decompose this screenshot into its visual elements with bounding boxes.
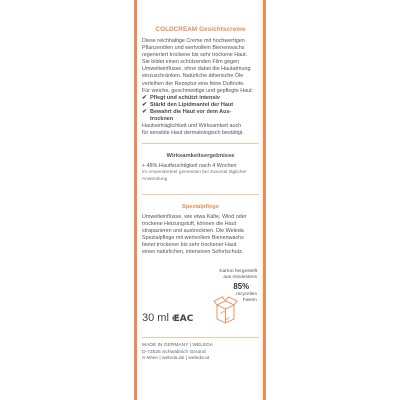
product-title: COLDCREAM Gesichtscreme <box>155 26 246 33</box>
tolerance-note-line: Hautverträglichkeit und Wirksamkeit auch <box>142 123 242 130</box>
right-edge-stripe <box>263 0 266 400</box>
recycling-line: aus mindestens <box>223 275 257 281</box>
recycling-text <box>205 269 257 281</box>
divider <box>142 143 259 144</box>
benefit-item <box>142 95 259 102</box>
check-icon: ✔ <box>142 108 148 115</box>
description-line: Pflanzenölen und wertvollem Bienenwachs <box>142 45 245 52</box>
special-care-line: Umwelteinflüsse, wie etwa Kälte, Wind oder <box>142 213 247 220</box>
special-care-line: bietet trockener bis sehr trockener Haut <box>142 242 237 249</box>
recycling-line: Fasern <box>242 296 257 302</box>
benefit-text: Pflegt und schützt intensiv <box>150 94 220 101</box>
eac-mark-icon <box>173 311 194 325</box>
results-title: Wirksamkeitsergebnisse <box>166 153 235 160</box>
results-note: im Anwendertest gemessen bei zweimal täglicher <box>142 170 247 176</box>
special-care-section <box>142 201 259 262</box>
description-line: verleihen der Rezeptur eine feine Duftnote. <box>142 80 245 87</box>
benefit-text-continued: trocknen <box>150 116 174 123</box>
check-icon: ✔ <box>142 94 148 101</box>
special-care-line: trockene Heizungsluft, können die Haut <box>142 220 237 227</box>
recycling-percent: 85% <box>233 282 249 292</box>
results-section <box>142 150 259 188</box>
footer-line: MADE IN GERMANY | WELEDA <box>142 343 214 349</box>
benefit-item <box>142 109 259 123</box>
tolerance-note-line: für sensible Haut dermatologisch bestätigt. <box>142 130 244 137</box>
benefit-text: Bewahrt die Haut vor dem Aus- <box>150 108 232 115</box>
description <box>142 38 259 95</box>
recycling-line: recycelten <box>236 291 257 297</box>
packaging-info-row <box>142 269 259 333</box>
footer-line: A-Wien | weleda.de | weleda.at <box>142 355 210 361</box>
recycling-line: Karton hergestellt <box>219 269 257 275</box>
footer-line: D-73525 Schwäbisch Gmünd <box>142 349 206 355</box>
manufacturer-footer <box>142 343 259 362</box>
description-line: einzuschränken. Natürliche ätherische Öle <box>142 73 244 80</box>
divider <box>142 194 259 195</box>
special-care-line: Spezialpflege mit wertvollem Bienenwachs <box>142 235 244 242</box>
special-care-line: strapazieren und austrocknen. Die Weleda <box>142 228 244 234</box>
volume-label: 30 ml ℮ <box>142 312 179 325</box>
description-line: Sie bildet einen schützenden Film gegen <box>142 59 240 66</box>
divider <box>142 337 259 338</box>
eac-mark-text: EAC <box>173 314 194 325</box>
recycled-box-icon <box>213 295 238 325</box>
description-line: Diese reichhaltige Creme mit hochwertigen <box>142 38 245 44</box>
check-icon: ✔ <box>142 101 148 108</box>
description-line: Umwelteinflüsse, ohne dabei die Hautatmung <box>142 66 251 73</box>
panel-content <box>142 26 259 362</box>
description-line: regeneriert trockene bis sehr trockene Haut. <box>142 52 248 59</box>
special-care-line: einen natürlichen, intensiven Sofortschutz. <box>142 249 244 256</box>
description-line: Für weiche, geschmeidige und gepflegte Haut: <box>142 87 254 94</box>
results-line: + 48% Hautfeuchtigkeit nach 4 Wochen <box>142 163 237 170</box>
special-care-title: Spezialpflege <box>181 203 220 210</box>
benefit-text: Stärkt den Lipidmantel der Haut <box>150 101 234 108</box>
results-note: Anwendung <box>142 176 168 182</box>
left-edge-stripe <box>134 0 137 400</box>
benefit-item <box>142 102 259 109</box>
product-box-panel <box>134 0 266 400</box>
benefit-list <box>142 95 259 123</box>
